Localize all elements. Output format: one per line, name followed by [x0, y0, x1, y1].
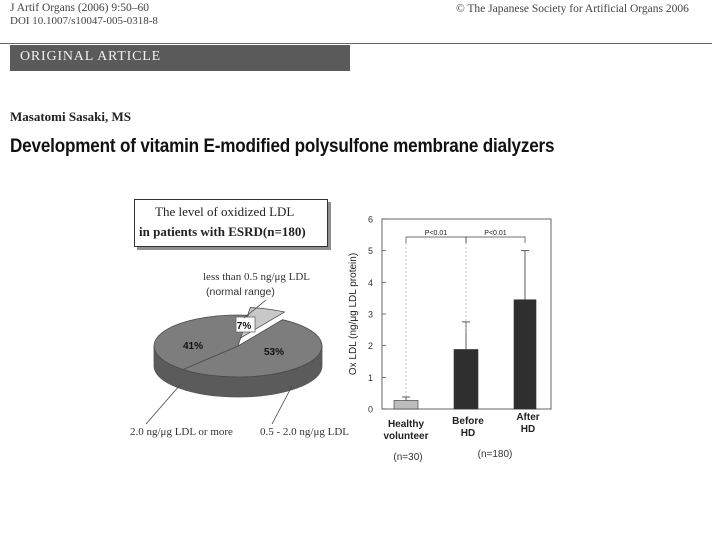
pie-title-box — [134, 199, 328, 247]
doi: DOI 10.1007/s10047-005-0318-8 — [10, 15, 158, 27]
significance-label: P<0.01 — [424, 230, 448, 237]
pie-label-normal: 7% — [236, 321, 252, 332]
x-category-label: volunteer — [383, 431, 429, 442]
x-category-label: After — [516, 412, 540, 423]
pie-chart — [120, 300, 340, 425]
pie-footer-right: 0.5 - 2.0 ng/μg LDL — [260, 426, 349, 438]
pie-title-line2: in patients with ESRD(n=180) — [139, 224, 306, 239]
pie-callout-high — [146, 385, 180, 424]
y-axis-label: Ox LDL (ng/μg LDL protein) — [348, 252, 359, 376]
y-tick-label: 5 — [367, 246, 373, 257]
y-tick-label: 0 — [367, 404, 373, 415]
x-category-label: Healthy — [387, 419, 425, 430]
header-rule — [0, 43, 712, 44]
bar-healthy — [394, 400, 418, 409]
y-tick-label: 2 — [367, 341, 373, 352]
journal-reference: J Artif Organs (2006) 9:50–60 — [10, 2, 150, 14]
pie-title-line1: The level of oxidized LDL — [155, 204, 295, 219]
significance-bracket — [406, 237, 466, 243]
pie-note-line1: less than 0.5 ng/μg LDL — [203, 271, 311, 283]
section-banner — [10, 45, 350, 71]
y-tick-label: 1 — [367, 372, 373, 383]
y-tick-label: 3 — [367, 309, 373, 320]
copyright: © The Japanese Society for Artificial Organs 2006 — [456, 3, 689, 15]
pie-label-high: 41% — [182, 341, 204, 352]
significance-label: P<0.01 — [484, 230, 507, 237]
bar-before-hd — [454, 349, 478, 409]
x-category-label: HD — [520, 424, 536, 435]
pie-label-mid: 53% — [263, 347, 285, 358]
section-label: ORIGINAL ARTICLE — [20, 49, 161, 64]
bar-after-hd — [514, 300, 536, 409]
significance-bracket — [466, 237, 525, 243]
x-category-label: Before — [452, 416, 484, 427]
bar-chart — [340, 205, 560, 470]
pie-note-line2: (normal range) — [206, 286, 275, 298]
author: Masatomi Sasaki, MS — [10, 109, 131, 124]
y-tick-label: 4 — [367, 277, 373, 288]
group-size-label: (n=180) — [477, 449, 513, 460]
article-title: Development of vitamin E-modified polysulfone membrane dialyzers — [10, 136, 555, 157]
x-category-label: HD — [460, 428, 476, 439]
pie-footer-left: 2.0 ng/μg LDL or more — [130, 426, 233, 438]
group-size-label: (n=30) — [393, 452, 423, 463]
y-tick-label: 6 — [367, 214, 373, 225]
